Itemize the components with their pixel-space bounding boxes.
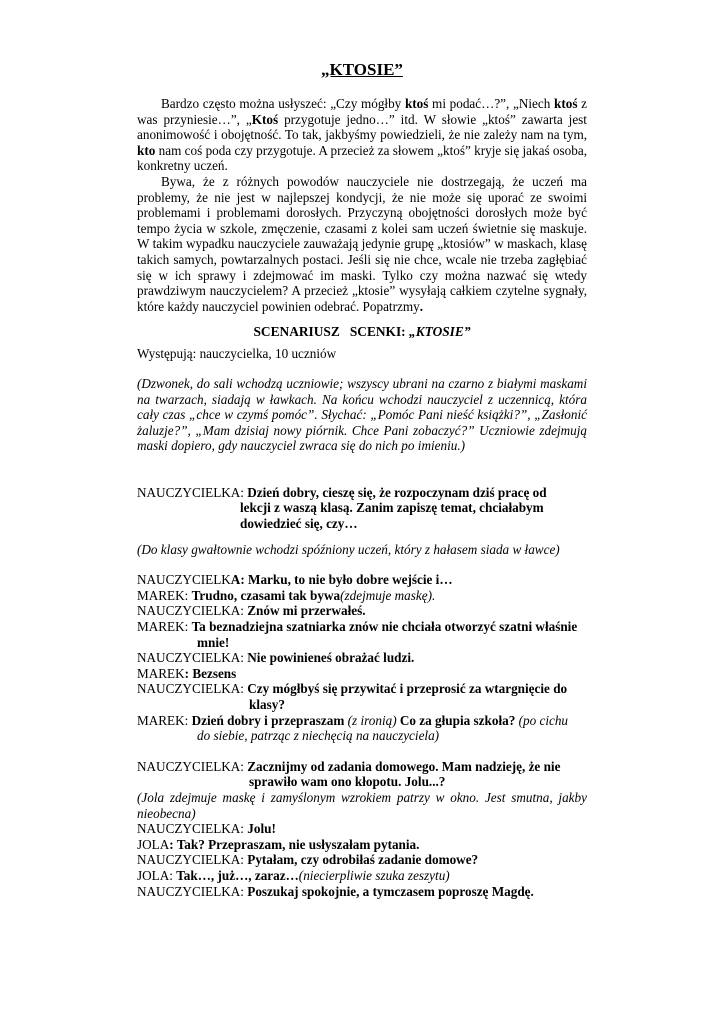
spoken-text: Nie powinieneś obrażać ludzi.: [247, 650, 415, 666]
speaker-name: MAREK:: [137, 587, 192, 603]
speaker-name: NAUCZYCIELKA:: [137, 484, 248, 500]
dialogue-line: [137, 868, 587, 884]
dialogue-line: [137, 485, 587, 532]
speaker-name: NAUCZYCIELKA:: [137, 650, 248, 666]
dialogue-line: [137, 759, 587, 790]
text-run: przygotuje jedno…” itd. W słowie „ktoś” zawarta jest anonimowość i obojętność. To tak, jakbyśmy powiedzieli, że nie zależy nam na tym,: [137, 111, 587, 143]
bold-word: ktoś: [554, 96, 578, 111]
dialogue-line: [137, 681, 587, 712]
speaker-name: NAUCZYCIELKA:: [137, 681, 248, 697]
spoken-text: Dzień dobry, cieszę się, że rozpoczynam dziś pracę od: [247, 484, 547, 500]
spoken-text: lekcji z waszą klasą. Zanim zapiszę temat, chciałabym: [240, 500, 544, 516]
inline-stage-direction: (po cichu: [518, 712, 569, 728]
inline-stage-direction: do siebie, patrząc z niechęcią na nauczyciela): [197, 728, 440, 744]
speaker-name: MAREK:: [137, 619, 192, 635]
inline-stage-direction: (z ironią): [347, 712, 397, 728]
cast-list: Występują: nauczycielka, 10 uczniów: [137, 346, 337, 362]
scenario-heading-title: „KTOSIE”: [409, 324, 471, 340]
text-run: z was przyniesie…”, „: [137, 96, 587, 127]
speaker-name: NAUCZYCIELKA:: [137, 821, 248, 837]
spoken-text: Pytałam, czy odrobiłaś zadanie domowe?: [247, 852, 479, 868]
spoken-text: Jolu!: [247, 821, 276, 837]
spoken-text: dowiedzieć się, czy…: [240, 516, 358, 532]
speaker-name: NAUCZYCIELKA:: [137, 883, 248, 899]
dialogue-line: [137, 603, 587, 619]
dialogue-line: [137, 852, 587, 868]
spoken-text: Zacznijmy od zadania domowego. Mam nadzieję, że nie: [247, 758, 561, 774]
speaker-name: NAUCZYCIELKA:: [137, 603, 248, 619]
speaker-name: A: [230, 572, 241, 588]
spoken-text: Tak…, już…, zaraz…: [176, 867, 299, 883]
text-run: nam coś poda czy przygotuje. A przecież za słowem „ktoś” kryje się jakaś osoba, konkretny uczeń.: [137, 142, 587, 174]
bold-word: ktoś: [404, 96, 429, 111]
speaker-name: NAUCZYCIELKA:: [137, 758, 248, 774]
spoken-text: Znów mi przerwałeś.: [247, 603, 366, 619]
spoken-text: klasy?: [249, 697, 285, 712]
stage-direction: (Do klasy gwałtownie wchodzi spóźniony uczeń, który z hałasem siada w ławce): [137, 541, 560, 557]
spoken-text: Trudno, czasami tak bywa: [191, 587, 341, 603]
spoken-text: Ta beznadziejna szatniarka znów nie chciała otworzyć szatni właśnie: [191, 619, 578, 635]
bold-word: kto: [137, 142, 156, 158]
dialogue-line: [137, 713, 587, 744]
inline-stage-direction: (niecierpliwie szuka zeszytu): [298, 867, 450, 883]
intro-paragraph-1: [137, 96, 587, 174]
dialogue-line: [137, 884, 587, 900]
scenario-heading-prefix: SCENARIUSZ SCENKI:: [253, 324, 409, 340]
dialogue-line: [137, 588, 587, 604]
scenario-heading: [137, 324, 587, 340]
spoken-text: Czy mógłbyś się przywitać i przeprosić za wtargnięcie do: [247, 681, 568, 697]
inline-stage-direction: (zdejmuje maskę).: [340, 587, 436, 603]
document-content: [137, 60, 587, 899]
dialogue-line: [137, 650, 587, 666]
dialogue-line: [137, 666, 587, 682]
speaker-name: MAREK:: [137, 712, 192, 728]
spoken-text: : Tak? Przepraszam, nie usłyszałam pytania.: [169, 836, 420, 852]
dialogue-line: [137, 821, 587, 837]
text-run: mi podać…?”, „Niech: [428, 96, 555, 111]
speaker-name: NAUCZYCIELK: [137, 572, 231, 588]
dialogue-line: [137, 619, 587, 650]
dialogue-line: [137, 837, 587, 853]
document-title: „KTOSIE”: [321, 60, 403, 79]
introduction: [137, 96, 587, 314]
spoken-text: sprawiło wam ono kłopotu. Jolu...?: [249, 774, 446, 790]
spoken-text: mnie!: [197, 634, 230, 650]
spoken-text: Co za głupia szkoła?: [396, 712, 519, 728]
intro-paragraph-2: [137, 174, 587, 314]
spoken-text: Poszukaj spokojnie, a tymczasem poproszę Magdę.: [247, 883, 534, 899]
text-run: Bardzo często można usłyszeć: „Czy mógłby: [161, 96, 405, 111]
spoken-text: : Bezsens: [184, 665, 237, 681]
bold-word: Ktoś: [251, 111, 279, 127]
speaker-name: NAUCZYCIELKA:: [137, 852, 248, 868]
stage-direction: (Jola zdejmuje maskę i zamyślonym wzrokiem patrzy w okno. Jest smutna, jakby nieobecna): [137, 789, 587, 821]
spoken-text: Dzień dobry i przepraszam: [191, 712, 348, 728]
speaker-name: MAREK: [137, 665, 185, 681]
speaker-name: JOLA: [137, 836, 170, 852]
text-run: Bywa, że z różnych powodów nauczyciele nie dostrzegają, że uczeń ma problemy, że nie jest w najlepszej kondycji, że nie może się uporać ze swoimi problemami i problemami dorosłych. Przyczyną obojętności dorosłych może być tempo życia w szkole, zmęczenie, czasami z kolei sam uczeń świetnie się maskuje. W takim wypadku nauczyciele zauważają jedynie grupę „ktosiów” w maskach, klasę takich samych, powtarzalnych postaci. Jeśli się nie chce, wcale nie trzeba zagłębiać się w ich sprawy i zdejmować im maski. Tylko czy można nazwać się wtedy prawdziwym nauczycielem? A przecież „ktosie” wysyłają całkiem czytelne sygnały, które każdy nauczyciel powinien odebrać. Popatrzmy: [137, 173, 587, 314]
speaker-name: JOLA:: [137, 867, 177, 883]
spoken-text: : Marku, to nie było dobre wejście i…: [240, 572, 453, 588]
stage-direction-intro: (Dzwonek, do sali wchodzą uczniowie; wszyscy ubrani na czarno z białymi maskami na twarzach, siadają w ławkach. Na końcu wchodzi nauczyciel z uczennicą, która cały czas „chce w czymś pomóc”. Słychać: „Pomóc Pani nieść książki?”, „Zasłonić żaluzje?”, „Mam dzisiaj nowy piórnik. Chce Pani zobaczyć?” Uczniowie zdejmują maski dopiero, gdy nauczyciel zwraca się do nich po imieniu.): [137, 375, 587, 454]
bold-period: .: [419, 298, 423, 314]
dialogue-line: [137, 572, 587, 588]
